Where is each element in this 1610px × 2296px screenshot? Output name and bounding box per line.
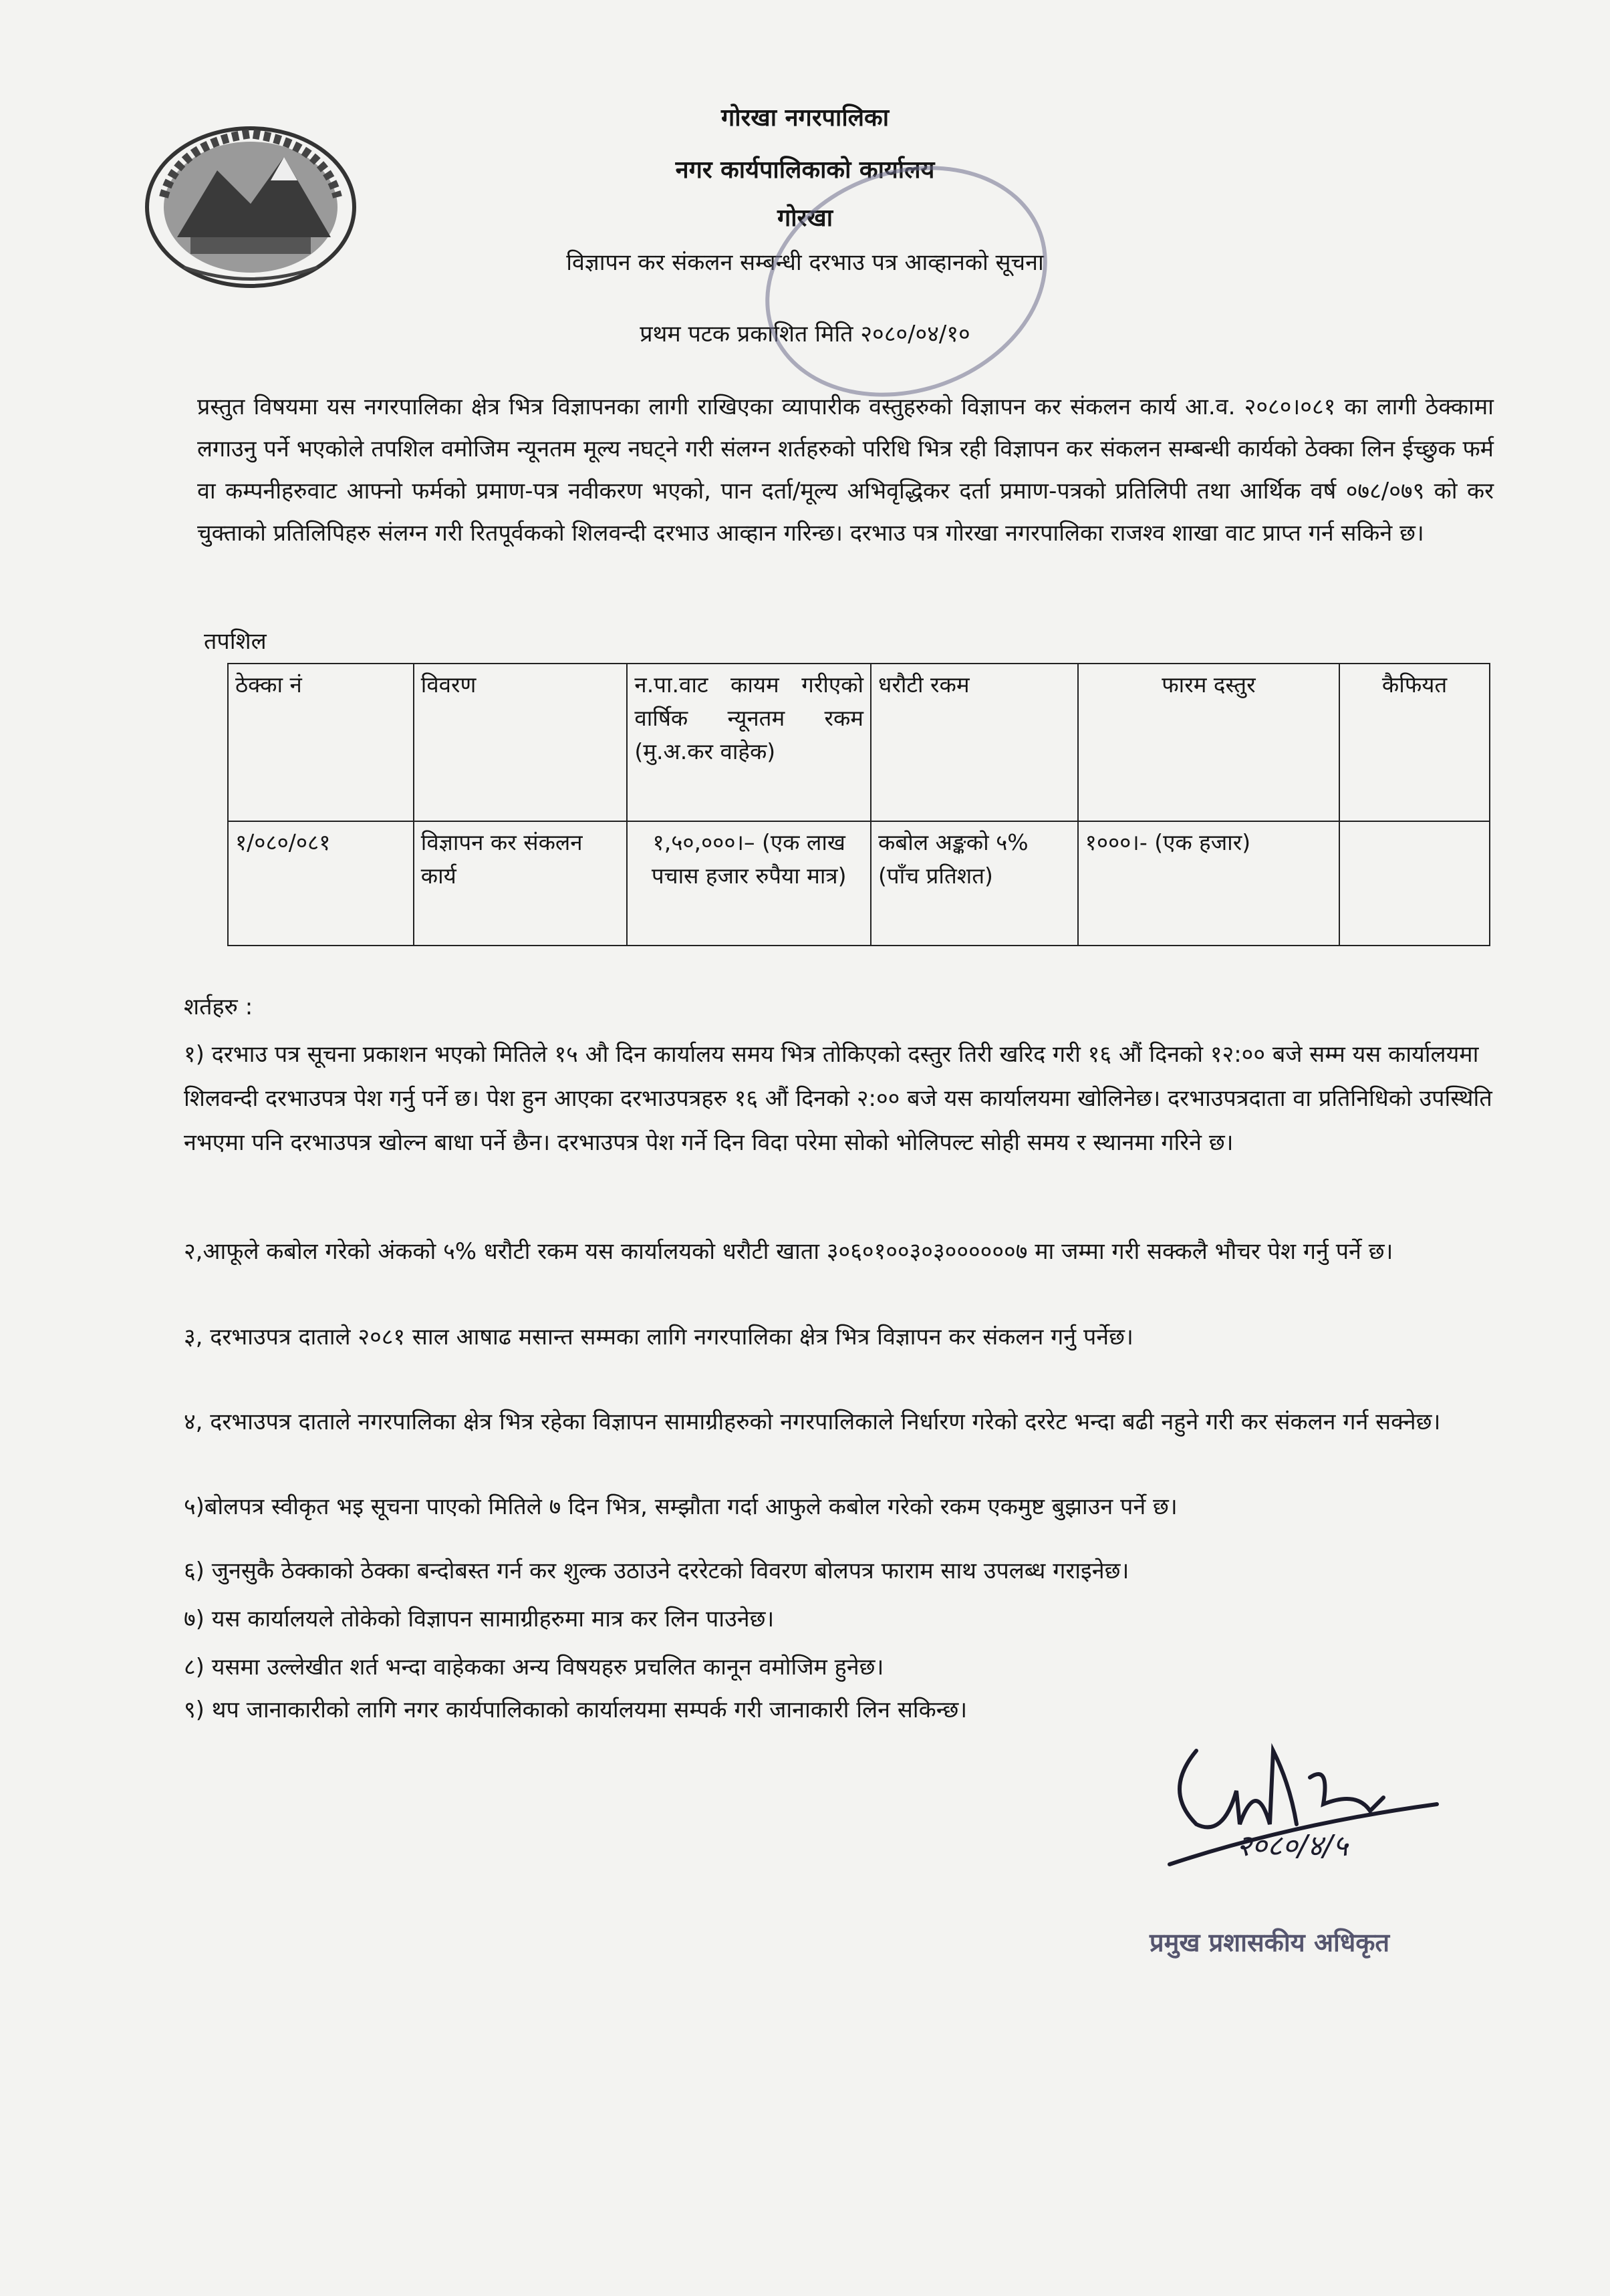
header-cell-form-fee: फारम दस्तुर xyxy=(1078,664,1339,821)
header-cell-description: विवरण xyxy=(414,664,628,821)
condition-item: ९) थप जानाकारीको लागि नगर कार्यपालिकाको कार्यालयमा सम्पर्क गरी जानाकारी लिन सकिन्छ। xyxy=(184,1697,968,1723)
condition-item: २,आफूले कबोल गरेको अंकको ५% धरौटी रकम यस कार्यालयको धरौटी खाता ३०६०१००३०३००००००७ मा जम्मा गरी सक्कलै भौचर पेश गर्नु पर्ने छ। xyxy=(184,1238,1393,1265)
condition-item: ३, दरभाउपत्र दाताले २०८१ साल आषाढ मसान्त सम्मका लागि नगरपालिका क्षेत्र भित्र विज्ञापन कर संकलन गर्नु पर्नेछ। xyxy=(184,1324,1133,1350)
notice-title: विज्ञापन कर संकलन सम्बन्धी दरभाउ पत्र आव्हानको सूचना xyxy=(566,249,1044,276)
cell-minimum-amount: १,५०,०००।– (एक लाख पचास हजार रुपैया मात्र) xyxy=(627,821,871,946)
intro-paragraph: प्रस्तुत विषयमा यस नगरपालिका क्षेत्र भित्र विज्ञापनका लागी राखिएका व्यापारीक वस्तुहरुको विज्ञापन कर संकलन कार्य आ.व. २०८०।०८१ का लागी ठेक्कामा लगाउनु पर्ने भएकोले तपशिल वमोजिम न्यूनतम मूल्य नघट्ने गरी संलग्न शर्तहरुको परिधि भित्र रही विज्ञापन कर संकलन सम्बन्धी कार्यको ठेक्का लिन ईच्छुक फर्म वा कम्पनीहरुवाट आफ्नो फर्मको प्रमाण-पत्र नवीकरण भएको, पान दर्ता/मूल्य अभिवृद्धिकर दर्ता प्रमाण-पत्रको प्रतिलिपी तथा आर्थिक वर्ष ०७८/०७९ को कर चुक्ताको प्रतिलिपिहरु संलग्न गरी रितपूर्वकको शिलवन्दी दरभाउ आव्हान गरिन्छ। दरभाउ पत्र गोरखा नगरपालिका राजश्व शाखा वाट प्राप्त गर्न सकिने छ। xyxy=(197,394,1494,547)
cell-remarks xyxy=(1339,821,1490,946)
conditions-heading: शर्तहरु : xyxy=(184,994,253,1020)
office-name: गोरखा नगरपालिका xyxy=(720,104,890,132)
designation: प्रमुख प्रशासकीय अधिकृत xyxy=(1150,1928,1390,1957)
signature-date: २०८०/४/५ xyxy=(1236,1829,1348,1863)
table-row xyxy=(228,821,1490,946)
header-cell-deposit: धरौटी रकम xyxy=(871,664,1078,821)
table-caption: तपशिल xyxy=(204,628,267,655)
condition-item: ५)बोलपत्र स्वीकृत भइ सूचना पाएको मितिले ७ दिन भित्र, सम्झौता गर्दा आफुले कबोल गरेको रकम एकमुष्ट बुझाउन पर्ने छ। xyxy=(184,1493,1178,1520)
table-header-row xyxy=(228,664,1490,821)
office-subtitle: नगर कार्यपालिकाको कार्यालय xyxy=(675,156,935,184)
cell-description: विज्ञापन कर संकलन कार्य xyxy=(414,821,628,946)
cell-form-fee: १०००।- (एक हजार) xyxy=(1078,821,1339,946)
office-location: गोरखा xyxy=(777,204,833,232)
cell-tender-no: १/०८०/०८१ xyxy=(228,821,414,946)
header-cell-tender-no: ठेक्का नं xyxy=(228,664,414,821)
condition-item: ४, दरभाउपत्र दाताले नगरपालिका क्षेत्र भित्र रहेका विज्ञापन सामाग्रीहरुको नगरपालिकाले निर्धारण गरेको दररेट भन्दा बढी नहुने गरी कर संकलन गर्न सक्नेछ। xyxy=(184,1409,1441,1435)
tender-table xyxy=(227,663,1490,946)
condition-item: ६) जुनसुकै ठेक्काको ठेक्का बन्दोबस्त गर्न कर शुल्क उठाउने दररेटको विवरण बोलपत्र फाराम साथ उपलब्ध गराइनेछ। xyxy=(184,1558,1129,1584)
condition-item: १) दरभाउ पत्र सूचना प्रकाशन भएको मितिले १५ औ दिन कार्यालय समय भित्र तोकिएको दस्तुर तिरी खरिद गरी १६ औं दिनको १२:०० बजे सम्म यस कार्यालयमा शिलवन्दी दरभाउपत्र पेश गर्नु पर्ने छ। पेश हुन आएका दरभाउपत्रहरु १६ औं दिनको २:०० बजे यस कार्यालयमा खोलिनेछ। दरभाउपत्रदाता वा प्रतिनिधिको उपस्थिति नभएमा पनि दरभाउपत्र खोल्न बाधा पर्ने छैन। दरभाउपत्र पेश गर्ने दिन विदा परेमा सोको भोलिपल्ट सोही समय र स्थानमा गरिने छ। xyxy=(184,1041,1492,1156)
condition-item: ८) यसमा उल्लेखीत शर्त भन्दा वाहेकका अन्य विषयहरु प्रचलित कानून वमोजिम हुनेछ। xyxy=(184,1654,884,1681)
publish-date: प्रथम पटक प्रकाशित मिति २०८०/०४/१० xyxy=(640,321,970,347)
signature-icon xyxy=(1156,1711,1477,1898)
header-cell-remarks: कैफियत xyxy=(1339,664,1490,821)
cell-deposit: कबोल अङ्कको ५% (पाँच प्रतिशत) xyxy=(871,821,1078,946)
header-cell-minimum-amount: न.पा.वाट कायम गरीएको वार्षिक न्यूनतम रकम (मु.अ.कर वाहेक) xyxy=(627,664,871,821)
condition-item: ७) यस कार्यालयले तोकेको विज्ञापन सामाग्रीहरुमा मात्र कर लिन पाउनेछ। xyxy=(184,1606,775,1632)
